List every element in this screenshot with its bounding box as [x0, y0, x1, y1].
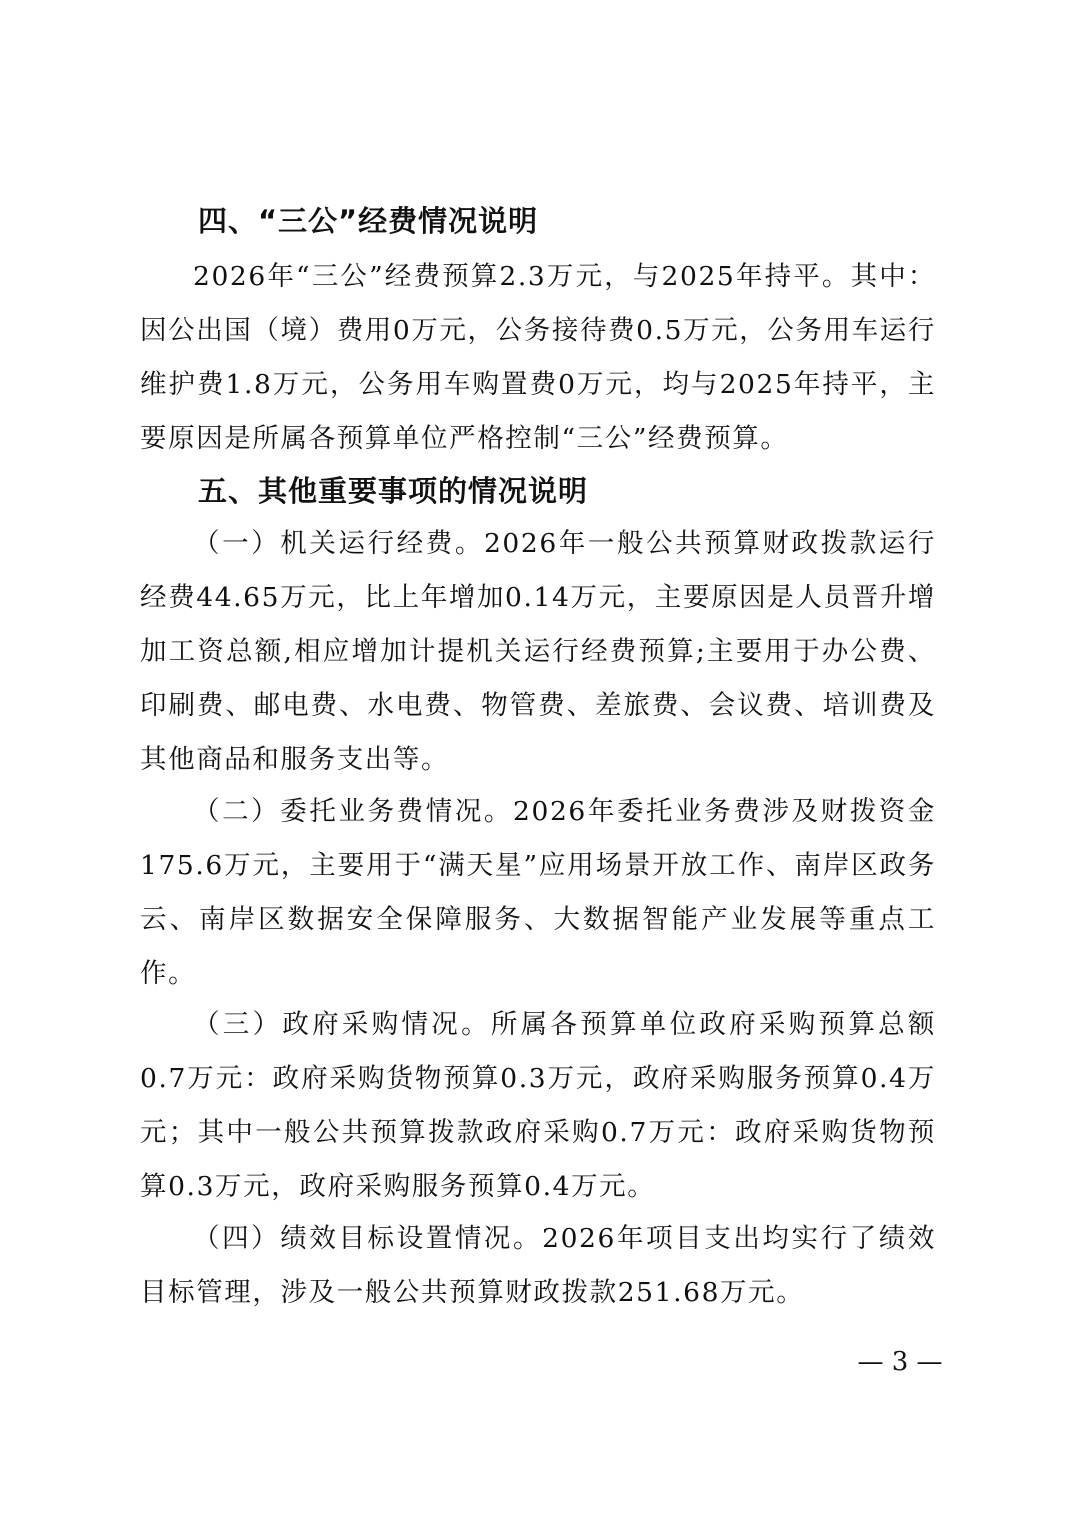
- paragraph-commissioned-business: [140, 785, 936, 1001]
- paragraph-government-procurement: [140, 998, 936, 1214]
- subsection-text: 所属各预算单位政府采购预算总额0.7万元：政府采购货物预算0.3万元，政府采购服务预算0.4万元；其中一般公共预算拨款政府采购0.7万元：政府采购货物预算0.3万元，政府采购服务预算0.4万元。: [140, 1009, 936, 1202]
- paragraph-performance-targets: [140, 1212, 936, 1320]
- page-number: — 3 —: [857, 1347, 943, 1377]
- section-heading-sanggong: 四、“三公”经费情况说明: [198, 204, 539, 238]
- subsection-text: 2026年一般公共预算财政拨款运行经费44.65万元，比上年增加0.14万元，主要原因是人员晋升增加工资总额,相应增加计提机关运行经费预算;主要用于办公费、印刷费、邮电费、水电费、物管费、差旅费、会议费、培训费及其他商品和服务支出等。: [140, 528, 937, 775]
- subsection-title: （三）政府采购情况。: [193, 1009, 491, 1040]
- section-heading-other-matters: 五、其他重要事项的情况说明: [198, 474, 589, 508]
- subsection-text: 2026年委托业务费涉及财拨资金175.6万元，主要用于“满天星”应用场景开放工作、南岸区政务云、南岸区数据安全保障服务、大数据智能产业发展等重点工作。: [140, 796, 936, 989]
- subsection-title: （一）机关运行经费。: [193, 528, 484, 559]
- paragraph-sanggong: 2026年“三公”经费预算2.3万元，与2025年持平。其中：因公出国（境）费用0万元，公务接待费0.5万元，公务用车运行维护费1.8万元，公务用车购置费0万元，均与2025年持平，主要原因是所属各预算单位严格控制“三公”经费预算。: [140, 261, 937, 454]
- subsection-text: 2026年项目支出均实行了绩效目标管理，涉及一般公共预算财政拨款251.68万元。: [140, 1223, 936, 1308]
- paragraph-operating-funds: [140, 517, 936, 787]
- subsection-title: （四）绩效目标设置情况。: [193, 1223, 543, 1254]
- subsection-title: （二）委托业务费情况。: [193, 796, 514, 827]
